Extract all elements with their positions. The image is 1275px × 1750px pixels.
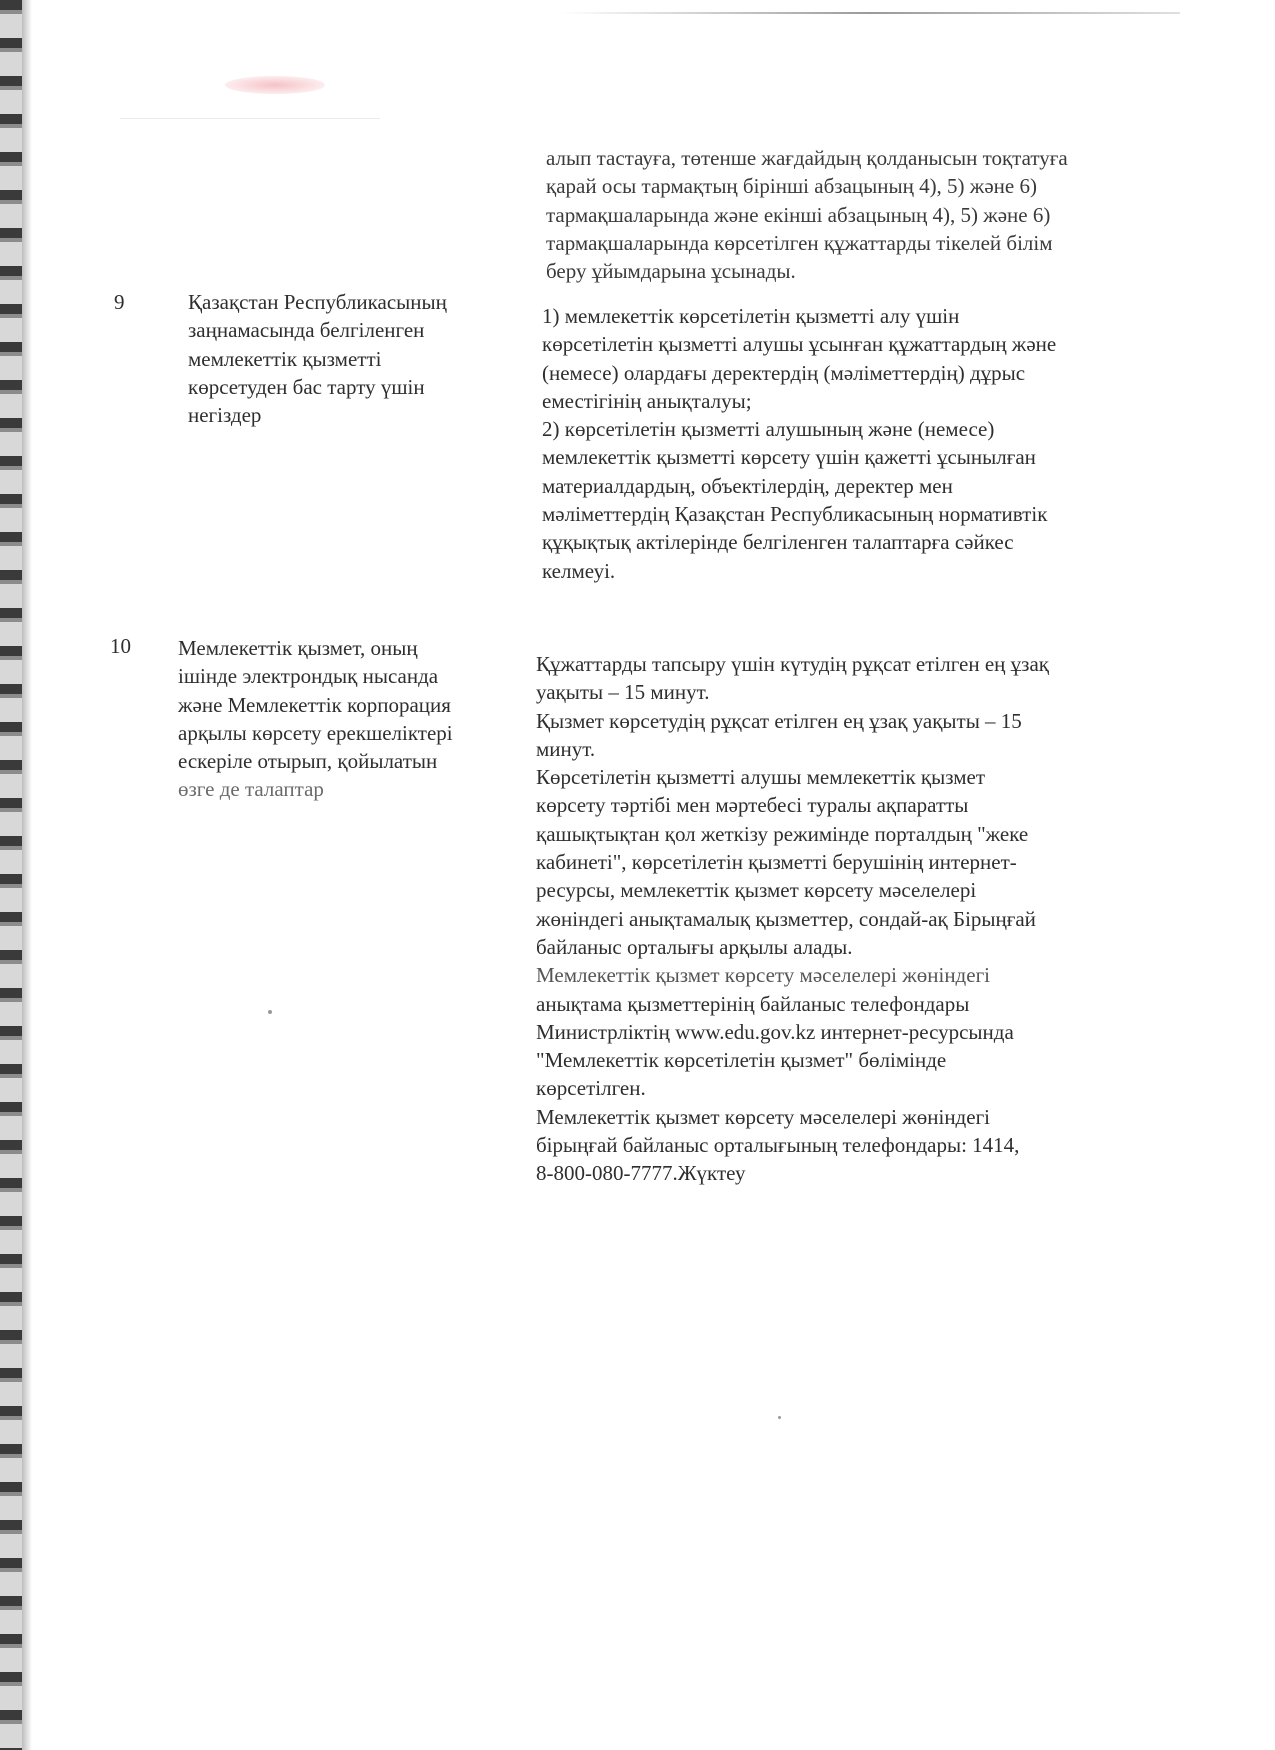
text-line: байланыс орталығы арқылы алады. [536,934,853,959]
text-line: жөніндегі анықтамалық қызметтер, сондай-ақ Бірыңғай [536,906,1036,931]
text-line: "Мемлекеттік көрсетілетін қызмет" бөлімінде [536,1048,947,1073]
row-number: 10 [110,634,131,658]
text-line: материалдардың, объектілердің, деректер мен [542,473,953,498]
faint-scan-line [120,118,380,119]
text-line: Көрсетілетін қызметті алушы мемлекеттік қызмет [536,765,986,790]
text-line: ресурсы, мемлекеттік қызмет көрсету мәселелері [536,878,977,903]
text-line: көрсетілетін қызметті алушы ұсынған құжаттардың және [542,332,1057,357]
text-line: тармақшаларында және екінші абзацының 4), 5) және 6) [546,202,1051,227]
text-line: (немесе) олардағы деректердің (мәліметтердің) дұрыс [542,360,1026,385]
text-line: бірыңғай байланыс орталығының телефондары: 1414, [536,1133,1020,1158]
text-line: көрсету тәртібі мен мәртебесі туралы ақпаратты [536,793,969,818]
row-9-description [542,302,1217,585]
page-top-edge-line [560,12,1180,14]
text-line: алып тастауға, төтенше жағдайдың қолданысын тоқтатуға [546,146,1068,170]
text-line: мәліметтердің Қазақстан Республикасының нормативтік [542,502,1048,527]
scan-speck [268,1010,272,1014]
text-line: Мемлекеттік қызмет көрсету мәселелері жөніндегі [536,1104,991,1129]
text-line: Қазақстан Республикасының [188,290,447,314]
text-line: Министрліктің www.edu.gov.kz интернет-ресурсында [536,1019,1014,1044]
text-line: қарай осы тармақтың бірінші абзацының 4), 5) және 6) [546,174,1037,199]
text-line: көрсетуден бас тарту үшін [188,374,425,399]
text-line: кабинеті", көрсетілетін қызметті берушінің интернет- [536,850,1017,875]
scan-speck [778,1416,781,1419]
text-line: 1) мемлекеттік көрсетілетін қызметті алу үшін [542,304,960,328]
text-line: уақыты – 15 минут. [536,680,710,705]
text-line: Мемлекеттік қызмет көрсету мәселелері жөніндегі [536,963,991,988]
text-line: ішінде электрондық нысанда [178,664,439,689]
page-binding-edge [0,0,22,1750]
text-line: беру ұйымдарына ұсынады. [546,259,796,284]
text-line: құқықтық актілерінде белгіленген талаптарға сәйкес [542,530,1014,555]
text-line: Қызмет көрсетудің рұқсат етілген ең ұзақ уақыты – 15 [536,708,1022,733]
row-10-description [536,650,1236,1188]
row-10-criterion [178,634,533,804]
text-line: арқылы көрсету ерекшеліктері [178,720,453,745]
text-line: келмеуі. [542,558,616,583]
text-line: қашықтықтан қол жеткізу режимінде порталдың "жеке [536,821,1029,846]
text-line: көрсетілген. [536,1076,646,1101]
text-line: мемлекеттік қызметті көрсету үшін қажетті ұсынылған [542,445,1036,470]
text-line: өзге де талаптар [178,777,324,802]
text-line: анықтама қызметтерінің байланыс телефондары [536,991,970,1016]
text-line: негіздер [188,403,262,428]
text-line: 8-800-080-7777.Жүктеу [536,1161,746,1186]
row-number: 9 [114,290,125,314]
text-line: еместігінің анықталуы; [542,388,752,413]
text-line: мемлекеттік қызметті [188,346,382,371]
text-line: және Мемлекеттік корпорация [178,692,451,717]
text-line: ескеріле отырып, қойылатын [178,749,438,774]
red-ink-smudge [225,76,325,94]
row-continued-description [546,144,1221,285]
row-9-criterion [188,288,533,429]
text-line: 2) көрсетілетін қызметті алушының және (немесе) [542,417,995,442]
text-line: тармақшаларында көрсетілген құжаттарды тікелей білім [546,230,1053,255]
text-line: заңнамасында белгіленген [188,318,425,343]
text-line: Мемлекеттік қызмет, оның [178,636,418,660]
binding-shadow [22,0,32,1750]
text-line: минут. [536,736,596,761]
text-line: Құжаттарды тапсыру үшін күтудің рұқсат етілген ең ұзақ [536,652,1049,676]
